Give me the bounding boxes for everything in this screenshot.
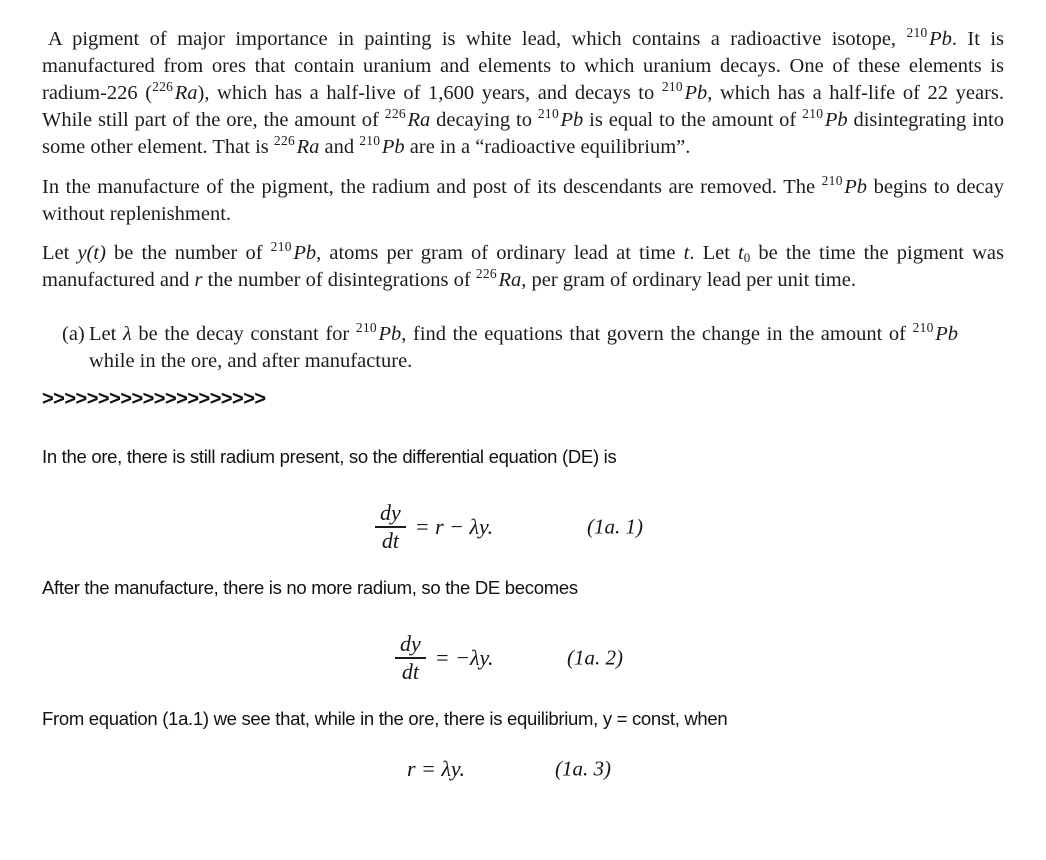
fraction-numerator: dy bbox=[395, 632, 426, 659]
text-run: be the decay constant for bbox=[131, 323, 356, 345]
text-run: and bbox=[319, 136, 360, 158]
element-symbol: Ra bbox=[498, 269, 522, 291]
math-variable: y(t) bbox=[77, 242, 106, 264]
math-variable: λ bbox=[122, 323, 132, 345]
equation-body: r = λy. bbox=[407, 756, 465, 781]
problem-paragraph-pigment bbox=[42, 26, 1004, 161]
fraction-dy-dt bbox=[375, 501, 406, 553]
equation-1a1 bbox=[375, 493, 493, 561]
part-a-label: (a) bbox=[62, 323, 85, 345]
element-symbol: Pb bbox=[378, 323, 402, 345]
math-variable: t bbox=[683, 242, 690, 264]
fraction-denominator: dt bbox=[401, 659, 419, 684]
text-run: , atoms per gram of ordinary lead at time bbox=[316, 242, 684, 264]
text-run: , find the equations that govern the change in the amount of bbox=[401, 323, 913, 345]
solution-line-in-ore: In the ore, there is still radium present, so the differential equation (DE) is bbox=[42, 446, 617, 467]
fraction-denominator: dt bbox=[381, 528, 399, 553]
math-variable: r bbox=[194, 269, 203, 291]
text-run: be the number of bbox=[105, 242, 271, 264]
element-symbol: Pb bbox=[684, 82, 708, 104]
equation-1a3 bbox=[407, 753, 465, 785]
element-symbol: Pb bbox=[560, 109, 584, 131]
element-symbol: Pb bbox=[935, 323, 958, 345]
isotope-mass-superscript: 226 bbox=[152, 79, 174, 94]
text-run: Let bbox=[42, 242, 78, 264]
isotope-mass-superscript: 210 bbox=[359, 133, 381, 148]
element-symbol: Ra bbox=[296, 136, 320, 158]
element-symbol: Pb bbox=[381, 136, 405, 158]
text-run: the number of disintegrations of bbox=[202, 269, 476, 291]
part-a-text bbox=[89, 321, 958, 375]
text-run: Let bbox=[89, 323, 123, 345]
subscript: 0 bbox=[743, 250, 751, 265]
isotope-mass-superscript: 210 bbox=[821, 173, 843, 188]
chevron-separator: >>>>>>>>>>>>>>>>>>>> bbox=[42, 388, 266, 410]
text-run: , which has a half-life of 22 years. While still part of the ore, the amount of bbox=[42, 82, 1004, 131]
isotope-mass-superscript: 210 bbox=[270, 239, 292, 254]
solution-line-equilibrium: From equation (1a.1) we see that, while in the ore, there is equilibrium, y = const, when bbox=[42, 708, 728, 729]
math-variable: t bbox=[738, 242, 744, 264]
text-run: disintegrating into some other element. That is bbox=[42, 109, 1004, 158]
text-run: is equal to the amount of bbox=[583, 109, 803, 131]
isotope-mass-superscript: 210 bbox=[537, 106, 559, 121]
equation-1a3-label: (1a. 3) bbox=[555, 756, 611, 781]
text-run: In the manufacture of the pigment, the radium and post of its descendants are removed. The bbox=[42, 176, 822, 198]
text-run: begins to decay without replenishment. bbox=[42, 176, 1004, 225]
fraction-numerator: dy bbox=[375, 501, 406, 528]
element-symbol: Pb bbox=[844, 176, 868, 198]
isotope-mass-superscript: 226 bbox=[475, 266, 497, 281]
isotope-mass-superscript: 210 bbox=[912, 320, 934, 335]
equation-rhs: = r − λy. bbox=[414, 514, 494, 539]
isotope-mass-superscript: 210 bbox=[802, 106, 824, 121]
problem-paragraph-manufacture bbox=[42, 174, 1004, 228]
equation-1a2-label: (1a. 2) bbox=[567, 645, 623, 670]
element-symbol: Pb bbox=[293, 242, 317, 264]
text-run: ), which has a half-live of 1,600 years, and decays to bbox=[197, 82, 662, 104]
text-run: decaying to bbox=[430, 109, 538, 131]
text-run: , per gram of ordinary lead per unit time. bbox=[521, 269, 856, 291]
element-symbol: Ra bbox=[174, 82, 198, 104]
equation-1a3-row bbox=[42, 753, 1004, 785]
problem-paragraph-definitions bbox=[42, 240, 1004, 294]
equation-1a1-label: (1a. 1) bbox=[587, 514, 643, 539]
element-symbol: Pb bbox=[824, 109, 848, 131]
isotope-mass-superscript: 226 bbox=[384, 106, 406, 121]
text-run: . Let bbox=[689, 242, 739, 264]
solution-line-after-manufacture: After the manufacture, there is no more radium, so the DE becomes bbox=[42, 577, 578, 598]
text-run: . It is manufactured from ores that contain uranium and elements to which uranium decays. One of these elements is radium-226 ( bbox=[42, 28, 1004, 104]
equation-1a2 bbox=[395, 624, 494, 692]
text-run: are in a “radioactive equilibrium”. bbox=[404, 136, 691, 158]
text-run: A pigment of major importance in painting is white lead, which contains a radioactive isotope, bbox=[48, 28, 907, 50]
text-run: while in the ore, and after manufacture. bbox=[89, 350, 413, 372]
isotope-mass-superscript: 210 bbox=[906, 25, 928, 40]
text-run: be the time the pigment was manufactured and bbox=[42, 242, 1004, 291]
problem-part-a bbox=[42, 321, 1004, 375]
equation-1a1-row bbox=[42, 493, 1004, 561]
element-symbol: Ra bbox=[407, 109, 431, 131]
equation-rhs: = −λy. bbox=[434, 645, 494, 670]
isotope-mass-superscript: 210 bbox=[661, 79, 683, 94]
fraction-dy-dt bbox=[395, 632, 426, 684]
isotope-mass-superscript: 210 bbox=[355, 320, 377, 335]
equation-1a2-row bbox=[42, 624, 1004, 692]
isotope-mass-superscript: 226 bbox=[273, 133, 296, 148]
element-symbol: Pb bbox=[929, 28, 952, 50]
